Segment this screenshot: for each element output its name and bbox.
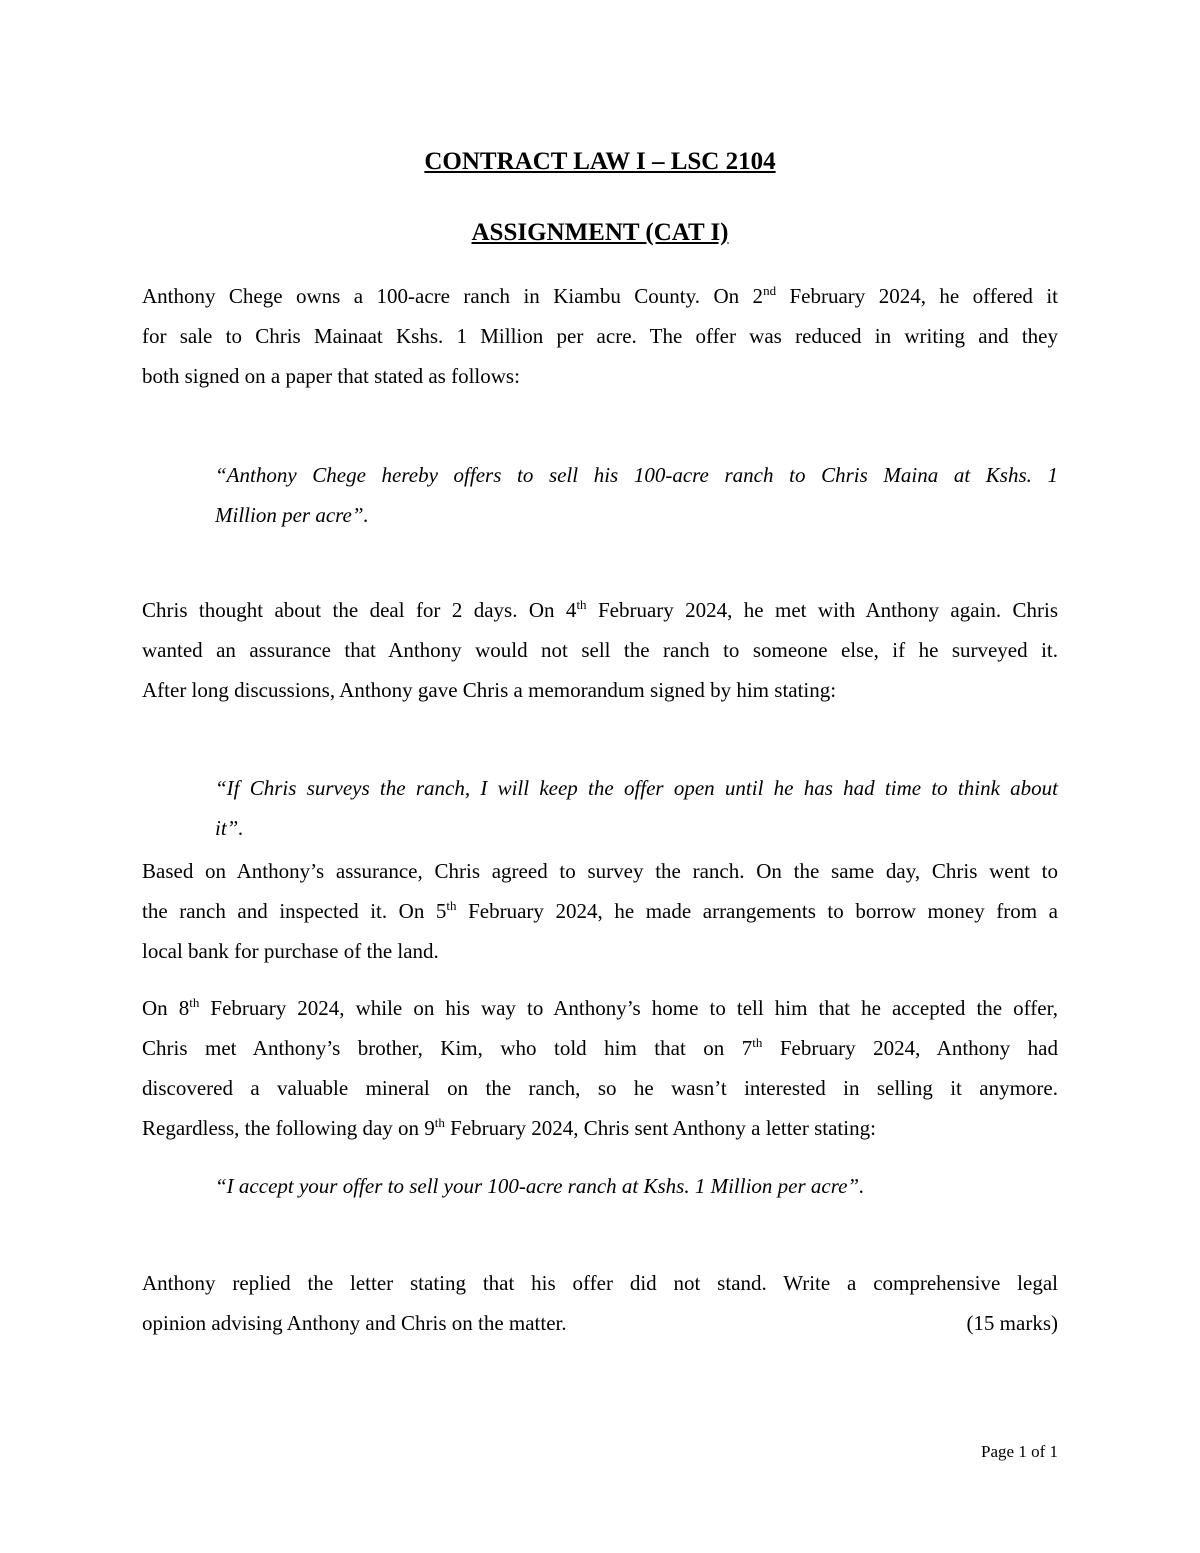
paragraph-line: for sale to Chris Mainaat Kshs. 1 Million per acre. The offer was reduced in writing and they (142, 324, 1058, 348)
offer-quote (215, 455, 1058, 535)
paragraph-line: Anthony replied the letter stating that his offer did not stand. Write a comprehensive legal (142, 1271, 1058, 1295)
memorandum-quote (215, 768, 1058, 848)
quote-line: “If Chris surveys the ranch, I will keep the offer open until he has had time to think about (215, 776, 1058, 800)
quote-line: Million per acre”. (215, 503, 369, 527)
quote-line: “Anthony Chege hereby offers to sell his 100-acre ranch to Chris Maina at Kshs. 1 (215, 463, 1058, 487)
paragraph-line: the ranch and inspected it. On 5th February 2024, he made arrangements to borrow money from a (142, 898, 1058, 923)
paragraph-line: On 8th February 2024, while on his way to Anthony’s home to tell him that he accepted the offer, (142, 995, 1058, 1020)
paragraph-4 (142, 988, 1058, 1148)
paragraph-2 (142, 590, 1058, 710)
paragraph-1 (142, 276, 1058, 396)
page-number: Page 1 of 1 (981, 1442, 1058, 1461)
paragraph-5 (142, 1263, 1058, 1343)
paragraph-3 (142, 851, 1058, 971)
paragraph-line: Chris met Anthony’s brother, Kim, who told him that on 7th February 2024, Anthony had (142, 1035, 1058, 1060)
paragraph-line: Anthony Chege owns a 100-acre ranch in Kiambu County. On 2nd February 2024, he offered it (142, 283, 1058, 308)
quote-line: it”. (215, 816, 244, 840)
paragraph-line: Chris thought about the deal for 2 days. On 4th February 2024, he met with Anthony again. Chris (142, 597, 1059, 622)
question-line (142, 1303, 1058, 1343)
paragraph-line: wanted an assurance that Anthony would not sell the ranch to someone else, if he surveyed it. (142, 638, 1058, 662)
paragraph-line: discovered a valuable mineral on the ranch, so he wasn’t interested in selling it anymore. (142, 1076, 1058, 1100)
quote-line: “I accept your offer to sell your 100-acre ranch at Kshs. 1 Million per acre”. (215, 1174, 865, 1198)
document-title: CONTRACT LAW I – LSC 2104 (424, 148, 776, 175)
paragraph-line: Regardless, the following day on 9th February 2024, Chris sent Anthony a letter stating: (142, 1115, 876, 1140)
document-subtitle: ASSIGNMENT (CAT I) (471, 219, 729, 246)
paragraph-line: After long discussions, Anthony gave Chris a memorandum signed by him stating: (142, 678, 837, 702)
acceptance-quote (215, 1166, 1058, 1206)
paragraph-line: local bank for purchase of the land. (142, 939, 439, 963)
marks-label: (15 marks) (966, 1311, 1058, 1335)
question-text: opinion advising Anthony and Chris on the matter. (142, 1311, 567, 1335)
paragraph-line: both signed on a paper that stated as follows: (142, 364, 520, 388)
paragraph-line: Based on Anthony’s assurance, Chris agreed to survey the ranch. On the same day, Chris went to (142, 859, 1058, 883)
